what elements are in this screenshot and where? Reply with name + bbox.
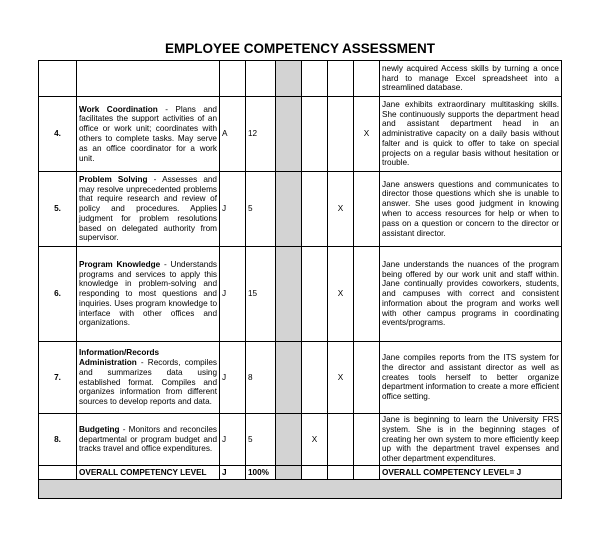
row-number-cell: 7. <box>39 342 77 414</box>
assessment-table <box>38 60 562 499</box>
row-number-cell <box>39 61 77 97</box>
letter-cell: J <box>220 342 246 414</box>
rating-cell <box>354 247 380 342</box>
gray-column-cell <box>276 172 302 247</box>
table-row <box>39 61 562 97</box>
value-cell: 12 <box>246 97 276 172</box>
rating-cell <box>354 172 380 247</box>
rating-cell <box>328 61 354 97</box>
value-cell: 8 <box>246 342 276 414</box>
skill-cell <box>77 342 220 414</box>
gray-column-cell <box>276 414 302 466</box>
letter-cell <box>220 61 246 97</box>
table-row <box>39 97 562 172</box>
comment-cell: Jane is beginning to learn the University FRS system. She is in the beginning stages of creating her own system to more efficiently keep up with the department travel expenses and other department expenditures. <box>380 414 562 466</box>
value-cell <box>246 61 276 97</box>
skill-description: - Monitors and reconciles departmental or program budget and tracks travel and office expenditures. <box>79 424 217 454</box>
overall-row <box>39 465 562 479</box>
overall-letter: J <box>220 465 246 479</box>
row-number-cell <box>39 465 77 479</box>
overall-comment: OVERALL COMPETENCY LEVEL= J <box>380 465 562 479</box>
skill-cell <box>77 172 220 247</box>
rating-cell: X <box>328 172 354 247</box>
table-row <box>39 247 562 342</box>
comment-cell: newly acquired Access skills by turning a once hard to manage Excel spreadsheet into a streamlined database. <box>380 61 562 97</box>
gray-column-cell <box>276 61 302 97</box>
rating-cell <box>354 465 380 479</box>
rating-cell: X <box>328 247 354 342</box>
rating-cell <box>302 465 328 479</box>
rating-cell <box>302 97 328 172</box>
gray-column-cell <box>276 465 302 479</box>
letter-cell: J <box>220 247 246 342</box>
overall-label: OVERALL COMPETENCY LEVEL <box>77 465 220 479</box>
skill-cell <box>77 414 220 466</box>
skill-name: Problem Solving <box>79 174 148 184</box>
row-number-cell: 8. <box>39 414 77 466</box>
footer-row <box>39 479 562 498</box>
rating-cell <box>354 414 380 466</box>
table-row <box>39 172 562 247</box>
comment-cell: Jane compiles reports from the ITS system for the director and assistant director as well as creates tools herself to better organize department information to create a more efficient office setting. <box>380 342 562 414</box>
skill-cell <box>77 61 220 97</box>
comment-cell: Jane understands the nuances of the program being offered by our work unit and staff within. Jane continually provides coworkers, students, and campuses with correct and consistent information about the program and works well with other campus programs in coordinating events/programs. <box>380 247 562 342</box>
rating-cell: X <box>302 414 328 466</box>
skill-name: Information/Records Administration <box>79 348 160 367</box>
overall-value: 100% <box>246 465 276 479</box>
rating-cell <box>328 97 354 172</box>
table-row <box>39 342 562 414</box>
footer-cell <box>39 479 562 498</box>
rating-cell <box>328 414 354 466</box>
value-cell: 5 <box>246 172 276 247</box>
skill-description: - Understands programs and services to apply this knowledge in problem-solving and responding to most questions and inquiries. Uses program knowledge to interface with other offices and organizations. <box>79 259 217 328</box>
value-cell: 5 <box>246 414 276 466</box>
rating-cell <box>302 172 328 247</box>
rating-cell: X <box>328 342 354 414</box>
gray-column-cell <box>276 247 302 342</box>
value-cell: 15 <box>246 247 276 342</box>
skill-name: Program Knowledge <box>79 259 161 269</box>
rating-cell <box>328 465 354 479</box>
rating-cell <box>302 61 328 97</box>
rating-cell <box>354 61 380 97</box>
rating-cell <box>354 342 380 414</box>
skill-name: Budgeting <box>79 424 120 434</box>
letter-cell: A <box>220 97 246 172</box>
letter-cell: J <box>220 172 246 247</box>
letter-cell: J <box>220 414 246 466</box>
row-number-cell: 6. <box>39 247 77 342</box>
skill-description: - Assesses and may resolve unprecedented problems that require research and review of policy and procedures. Applies judgment for problem resolutions based on delegated authority from supervisor. <box>79 174 217 243</box>
table-row <box>39 414 562 466</box>
skill-cell <box>77 247 220 342</box>
comment-cell: Jane exhibits extraordinary multitasking skills. She continuously supports the department head and assistant department head in an administrative capacity on a daily basis without falter and is quick to offer to take on special projects on a regular basis without hesitation or trouble. <box>380 97 562 172</box>
comment-cell: Jane answers questions and communicates to director those questions which she is unable to answer. She uses good judgment in knowing when to access resources for help or when to pass on a question or concern to the director or assistant director. <box>380 172 562 247</box>
page-title: EMPLOYEE COMPETENCY ASSESSMENT <box>164 41 436 56</box>
skill-description: - Records, compiles and summarizes data using established format. Compiles and organizes information from different sources to develop reports and data. <box>79 357 217 407</box>
rating-cell: X <box>354 97 380 172</box>
rating-cell <box>302 342 328 414</box>
rating-cell <box>302 247 328 342</box>
row-number-cell: 5. <box>39 172 77 247</box>
gray-column-cell <box>276 342 302 414</box>
gray-column-cell <box>276 97 302 172</box>
skill-cell <box>77 97 220 172</box>
skill-name: Work Coordination <box>79 104 158 114</box>
skill-description: - Plans and facilitates the support activities of an office or work unit; coordinates with others to complete tasks. May serve as an office coordinator for a work unit. <box>79 104 217 163</box>
row-number-cell: 4. <box>39 97 77 172</box>
